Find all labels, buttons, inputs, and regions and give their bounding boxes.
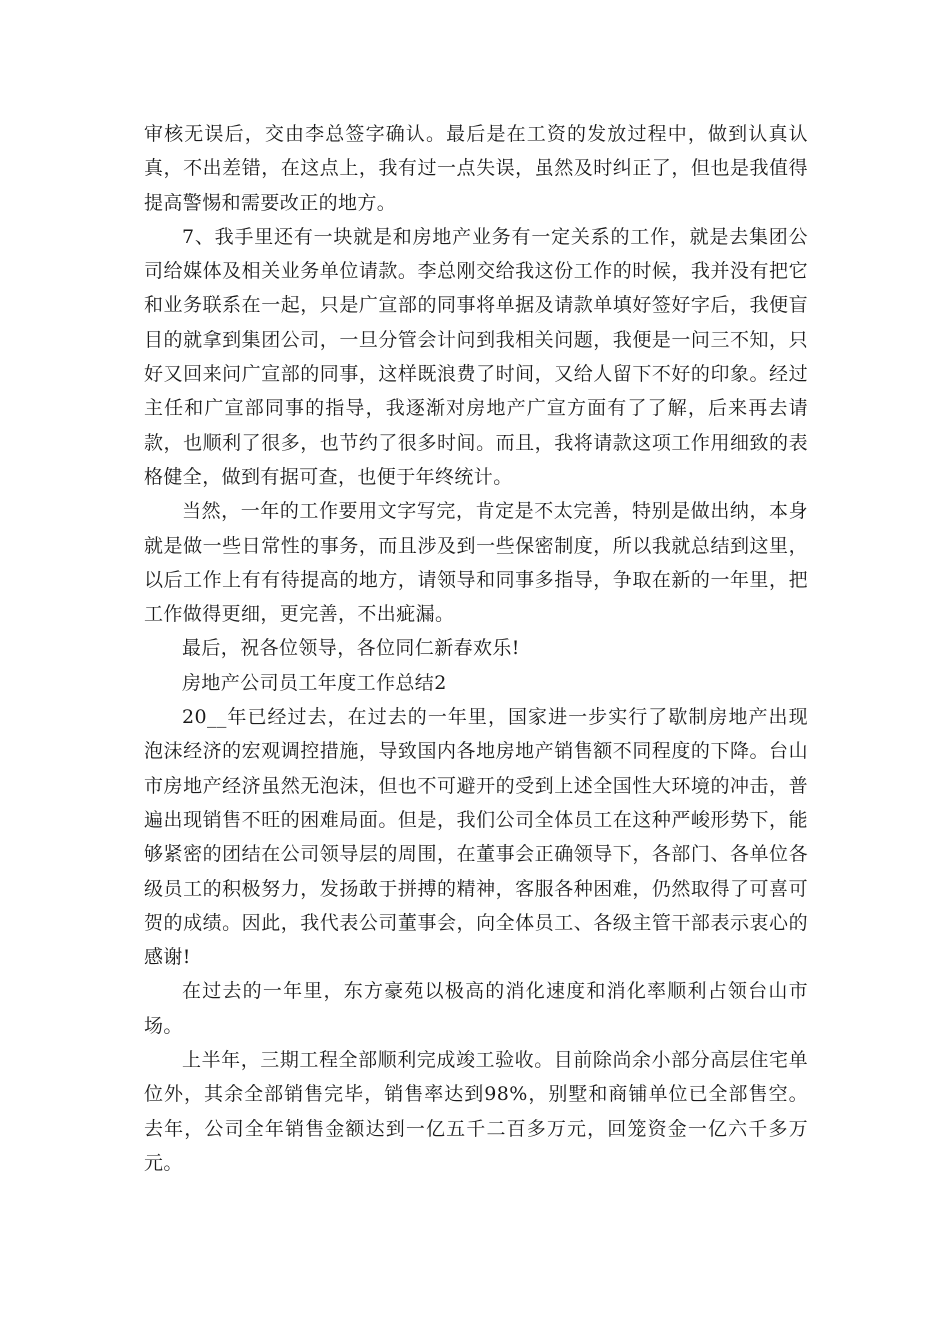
section-heading: 房地产公司员工年度工作总结2: [182, 671, 447, 694]
paragraph-item-7: 7、我手里还有一块就是和房地产业务有一定关系的工作，就是去集团公司给媒体及相关业务单位请款。李总刚交给我这份工作的时候，我并没有把它和业务联系在一起，只是广宣部的同事将单据及请款单填好签好字后，我便盲目的就拿到集团公司，一旦分管会计问到我相关问题，我便是一问三不知，只好又回来问广宣部的同事，这样既浪费了时间，又给人留下不好的印象。经过主任和广宣部同事的指导，我逐渐对房地产广宣方面有了了解，后来再去请款，也顺利了很多，也节约了很多时间。而且，我将请款这项工作用细致的表格健全，做到有据可查，也便于年终统计。: [144, 225, 808, 488]
paragraph-sales: 上半年，三期工程全部顺利完成竣工验收。目前除尚余小部分高层住宅单位外，其余全部销售完毕，销售率达到98%，别墅和商铺单位已全部售空。去年，公司全年销售金额达到一亿五千二百多万元，回笼资金一亿六千多万元。: [144, 1049, 808, 1174]
paragraph-intro: 20__年已经过去，在过去的一年里，国家进一步实行了歇制房地产出现泡沫经济的宏观调控措施，导致国内各地房地产销售额不同程度的下降。台山市房地产经济虽然无泡沫，但也不可避开的受到上述全国性大环境的冲击，普遍出现销售不旺的困难局面。但是，我们公司全体员工在这种严峻形势下，能够紧密的团结在公司领导层的周围，在董事会正确领导下，各部门、各单位各级员工的积极努力，发扬敢于拼搏的精神，客服各种困难，仍然取得了可喜可贺的成绩。因此，我代表公司董事会，向全体员工、各级主管干部表示衷心的感谢!: [144, 706, 808, 969]
paragraph-continuation: 审核无误后，交由李总签字确认。最后是在工资的发放过程中，做到认真认真，不出差错，在这点上，我有过一点失误，虽然及时纠正了，但也是我值得提高警惕和需要改正的地方。: [144, 123, 808, 214]
paragraph-closing: 当然，一年的工作要用文字写完，肯定是不太完善，特别是做出纳，本身就是做一些日常性的事务，而且涉及到一些保密制度，所以我就总结到这里，以后工作上有有待提高的地方，请领导和同事多指导，争取在新的一年里，把工作做得更细，更完善，不出疵漏。: [144, 500, 808, 626]
paragraph-market: 在过去的一年里，东方豪苑以极高的消化速度和消化率顺利占领台山市场。: [144, 980, 808, 1037]
paragraph-greeting: 最后，祝各位领导，各位同仁新春欢乐!: [182, 637, 520, 660]
document-body: [144, 117, 808, 1180]
